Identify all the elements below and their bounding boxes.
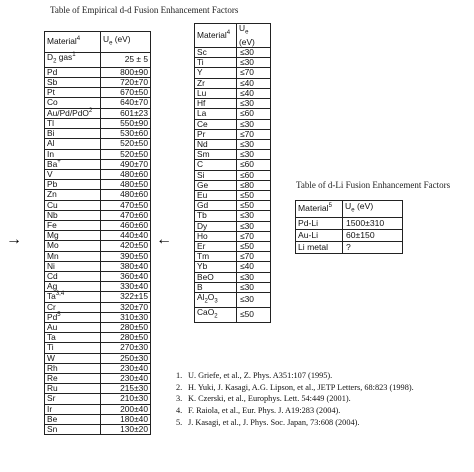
ue-value-cell: ≤60: [237, 160, 271, 170]
material-cell: Ag: [45, 282, 101, 292]
dd-material-row: [45, 190, 151, 200]
dd-material-row: [45, 261, 151, 271]
material-cell: CaO$_2$: [195, 307, 237, 322]
material-cell: Sc: [195, 48, 237, 58]
dd-material-row: [195, 48, 271, 58]
dd-material-row: [45, 394, 151, 404]
ue-value-cell: ≤40: [237, 88, 271, 98]
dd-material-row: [45, 149, 151, 159]
dd-material-row: [195, 109, 271, 119]
dd-material-row: [45, 373, 151, 383]
dd-fusion-table: [44, 31, 151, 435]
material-cell: Pd: [45, 67, 101, 77]
ue-value-cell: ≤60: [237, 109, 271, 119]
material-cell: Ce: [195, 119, 237, 129]
ue-value-cell: ≤50: [237, 190, 271, 200]
table1-header-row: [45, 32, 151, 53]
dd-material-row: [45, 282, 151, 292]
reference-item: [176, 382, 414, 394]
material-cell: Mo: [45, 241, 101, 251]
material-cell: W: [45, 353, 101, 363]
ue-value-cell: ≤40: [237, 262, 271, 272]
dd-material-row: [45, 404, 151, 414]
ue-value-cell: 520±50: [101, 139, 151, 149]
reference-item: [176, 393, 414, 405]
dli-fusion-table: [295, 200, 403, 254]
material-cell: Tl: [45, 118, 101, 128]
dli-material-row: [296, 229, 403, 241]
material-cell: Au: [45, 322, 101, 332]
material-cell: Ge: [195, 180, 237, 190]
dd-material-row: [45, 384, 151, 394]
material-cell: Mn: [45, 251, 101, 261]
dd-material-row: [45, 108, 151, 118]
ue-value-cell: 440±40: [101, 231, 151, 241]
ue-value-cell: ≤30: [237, 139, 271, 149]
dd-material-row: [195, 78, 271, 88]
material-cell: Nd: [195, 139, 237, 149]
reference-number: 4.: [176, 406, 183, 416]
dd-material-row: [45, 200, 151, 210]
ue-value-cell: 530±60: [101, 129, 151, 139]
ue-value-cell: 480±60: [101, 169, 151, 179]
ue-value-cell: 322±15: [101, 292, 151, 302]
material-cell: Mg: [45, 231, 101, 241]
reference-text: J. Kasagi, et al., J. Phys. Soc. Japan, 73:608 (2004).: [188, 417, 360, 427]
material-cell: Pd$^5$: [45, 312, 101, 322]
dd-material-row: [45, 129, 151, 139]
dd-material-row: [195, 160, 271, 170]
dd-material-row: [45, 414, 151, 424]
material-cell: Al: [45, 139, 101, 149]
dd-material-row: [45, 98, 151, 108]
material-cell: $D_2$ gas$^1$: [45, 53, 101, 68]
ue-value-cell: 480±50: [101, 180, 151, 190]
material-cell: Yb: [195, 262, 237, 272]
material-cell: Bi: [45, 129, 101, 139]
material-cell: Rh: [45, 363, 101, 373]
material-cell: Sb: [45, 78, 101, 88]
ue-value-cell: ≤30: [237, 292, 271, 307]
material-cell: Ti: [45, 343, 101, 353]
ue-value-cell: 470±60: [101, 210, 151, 220]
ue-value-cell: ≤50: [237, 307, 271, 322]
dd-material-row: [45, 251, 151, 261]
ue-value-cell: 130±20: [101, 424, 151, 434]
ue-value-cell: ≤80: [237, 180, 271, 190]
material-cell: Sn: [45, 424, 101, 434]
dd-material-row: [45, 53, 151, 68]
material-cell: La: [195, 109, 237, 119]
material-cell: Hf: [195, 99, 237, 109]
ue-value-cell: ≤50: [237, 201, 271, 211]
reference-text: F. Raiola, et al., Eur. Phys. J. A19:283 (2004).: [188, 406, 341, 416]
header-material: [296, 201, 343, 218]
ue-value-cell: 330±40: [101, 282, 151, 292]
material-cell: Ru: [45, 384, 101, 394]
reference-text: K. Czerski, et al., Europhys. Lett. 54:449 (2001).: [188, 394, 351, 404]
dd-material-row: [195, 262, 271, 272]
ue-value-cell: ?: [343, 241, 403, 253]
ue-value-cell: ≤30: [237, 58, 271, 68]
reference-item: [176, 417, 414, 429]
reference-number: 1.: [176, 371, 183, 380]
material-cell: Fe: [45, 220, 101, 230]
dd-material-row: [45, 343, 151, 353]
material-cell: Ho: [195, 231, 237, 241]
material-cell: Be: [45, 414, 101, 424]
material-cell: Gd: [195, 201, 237, 211]
header-material: [45, 32, 101, 53]
dd-material-row: [45, 271, 151, 281]
dd-material-row: [195, 68, 271, 78]
header-material-label: Material: [47, 36, 77, 47]
material-cell: Ta$^{3,4}$: [45, 292, 101, 302]
material-cell: Ta: [45, 333, 101, 343]
material-cell: Eu: [195, 190, 237, 200]
ue-value-cell: 800±90: [101, 67, 151, 77]
material-cell: Ir: [45, 404, 101, 414]
header-footnote: 4: [76, 36, 81, 43]
dd-material-row: [195, 99, 271, 109]
ue-value-cell: ≤30: [237, 48, 271, 58]
ue-value-cell: 480±60: [101, 190, 151, 200]
ue-value-cell: 550±90: [101, 118, 151, 128]
dd-material-row: [195, 241, 271, 251]
dd-material-row: [195, 180, 271, 190]
dd-material-row: [195, 201, 271, 211]
header-material-label: Material: [197, 29, 227, 40]
material-cell: Zr: [195, 78, 237, 88]
material-cell: Er: [195, 241, 237, 251]
material-cell: Sm: [195, 150, 237, 160]
right-arrow-annotation: ←: [156, 231, 172, 248]
dd-material-row: [45, 169, 151, 179]
material-cell: Au-Li: [296, 229, 343, 241]
material-cell: C: [195, 160, 237, 170]
ue-value-cell: 460±60: [101, 220, 151, 230]
table3-title: Table of d-Li Fusion Enhancement Factors: [296, 180, 451, 190]
dd-material-row: [195, 231, 271, 241]
material-cell: Ti: [195, 58, 237, 68]
ue-value-cell: ≤30: [237, 211, 271, 221]
dd-material-row: [45, 292, 151, 302]
ue-value-cell: 320±70: [101, 302, 151, 312]
ue-value-cell: ≤30: [237, 272, 271, 282]
ue-value-cell: ≤40: [237, 78, 271, 88]
material-cell: Cr: [45, 302, 101, 312]
ue-value-cell: 280±50: [101, 322, 151, 332]
material-cell: BeO: [195, 272, 237, 282]
dd-material-row: [45, 220, 151, 230]
dd-material-row: [195, 292, 271, 307]
dd-material-row: [195, 190, 271, 200]
material-cell: Si: [195, 170, 237, 180]
ue-value-cell: 490±70: [101, 159, 151, 169]
dd-material-row: [195, 211, 271, 221]
material-cell: Re: [45, 373, 101, 383]
dli-material-row: [296, 217, 403, 229]
material-cell: Ba+: [45, 159, 101, 169]
ue-value-cell: 180±40: [101, 414, 151, 424]
material-cell: In: [45, 149, 101, 159]
ue-value-cell: 60±150: [343, 229, 403, 241]
dd-material-row: [45, 159, 151, 169]
material-cell: Co: [45, 98, 101, 108]
material-cell: Zn: [45, 190, 101, 200]
header-ue: $U_e$ (eV): [237, 24, 271, 48]
dd-material-row: [195, 272, 271, 282]
dd-material-row: [45, 363, 151, 373]
dd-material-row: [45, 118, 151, 128]
ue-value-cell: 390±50: [101, 251, 151, 261]
dd-material-row: [45, 353, 151, 363]
references-list: [176, 370, 414, 429]
ue-value-cell: ≤70: [237, 68, 271, 78]
material-cell: Sr: [45, 394, 101, 404]
dd-material-row: [45, 241, 151, 251]
reference-item: [176, 370, 414, 382]
material-cell: Ni: [45, 261, 101, 271]
ue-value-cell: ≤70: [237, 231, 271, 241]
ue-value-cell: 720±70: [101, 78, 151, 88]
dd-material-row: [45, 322, 151, 332]
ue-value-cell: 520±50: [101, 149, 151, 159]
ue-value-cell: ≤30: [237, 99, 271, 109]
material-cell: Dy: [195, 221, 237, 231]
ue-value-cell: 215±30: [101, 384, 151, 394]
dd-material-row: [195, 129, 271, 139]
ue-value-cell: ≤30: [237, 282, 271, 292]
ue-value-cell: 640±70: [101, 98, 151, 108]
ue-value-cell: 250±30: [101, 353, 151, 363]
reference-number: 2.: [176, 382, 183, 392]
material-cell: Y: [195, 68, 237, 78]
material-cell: V: [45, 169, 101, 179]
header-ue: $U_e$ (eV): [101, 32, 151, 53]
dd-material-row: [45, 231, 151, 241]
ue-value-cell: 210±30: [101, 394, 151, 404]
ue-value-cell: ≤60: [237, 170, 271, 180]
reference-number: 5.: [176, 417, 183, 427]
dd-material-row: [45, 139, 151, 149]
dd-material-row: [45, 210, 151, 220]
header-material-label: Material: [298, 203, 329, 214]
ue-value-cell: 200±40: [101, 404, 151, 414]
material-cell: Tm: [195, 252, 237, 262]
ue-value-cell: ≤30: [237, 119, 271, 129]
ue-value-cell: 280±50: [101, 333, 151, 343]
material-cell: Pb: [45, 180, 101, 190]
material-cell: B: [195, 282, 237, 292]
material-cell: $Al_2O_3$: [195, 292, 237, 307]
dd-material-row: [195, 221, 271, 231]
ue-value-cell: 470±50: [101, 200, 151, 210]
dd-material-row: [45, 180, 151, 190]
dd-material-row: [45, 88, 151, 98]
material-cell: Cd: [45, 271, 101, 281]
ue-value-cell: 25 ± 5: [101, 53, 151, 68]
dd-material-row: [195, 170, 271, 180]
material-cell: Tb: [195, 211, 237, 221]
dd-material-row: [195, 252, 271, 262]
left-arrow-annotation: →: [6, 231, 22, 248]
header-material: [195, 24, 237, 48]
dd-material-row: [195, 88, 271, 98]
material-cell: Pd-Li: [296, 217, 343, 229]
dd-material-row: [195, 58, 271, 68]
ue-value-cell: ≤50: [237, 241, 271, 251]
dd-material-row: [195, 150, 271, 160]
dd-material-row: [45, 78, 151, 88]
dd-material-row: [45, 333, 151, 343]
ue-value-cell: 420±50: [101, 241, 151, 251]
ue-value-cell: 601±23: [101, 108, 151, 118]
ue-value-cell: 230±40: [101, 373, 151, 383]
material-cell: Nb: [45, 210, 101, 220]
material-cell: Au/Pd/PdO$^2$: [45, 108, 101, 118]
ue-value-cell: 1500±310: [343, 217, 403, 229]
table3-header-row: [296, 201, 403, 218]
dd-material-row: [195, 139, 271, 149]
ue-value-cell: 310±30: [101, 312, 151, 322]
ue-value-cell: ≤70: [237, 252, 271, 262]
ue-value-cell: 270±30: [101, 343, 151, 353]
header-footnote: 4: [226, 30, 231, 37]
ue-value-cell: ≤30: [237, 221, 271, 231]
material-cell: Lu: [195, 88, 237, 98]
ue-value-cell: 380±40: [101, 261, 151, 271]
reference-text: H. Yuki, J. Kasagi, A.G. Lipson, et al., JETP Letters, 68:823 (1998).: [188, 382, 414, 392]
dd-material-row: [195, 282, 271, 292]
dli-material-row: [296, 241, 403, 253]
dd-material-row: [45, 312, 151, 322]
table1-title: Table of Empirical d-d Fusion Enhancement Factors: [50, 5, 239, 15]
header-ue: $U_e$ (eV): [343, 201, 403, 218]
reference-item: [176, 405, 414, 417]
dd-material-row: [45, 424, 151, 434]
ue-value-cell: ≤30: [237, 150, 271, 160]
material-cell: Cu: [45, 200, 101, 210]
header-footnote: 5: [328, 203, 332, 210]
reference-number: 3.: [176, 394, 183, 404]
dd-material-row: [45, 67, 151, 77]
table2-header-row: [195, 24, 271, 48]
material-cell: Pt: [45, 88, 101, 98]
ue-value-cell: 670±50: [101, 88, 151, 98]
material-cell: Pr: [195, 129, 237, 139]
material-cell: Li metal: [296, 241, 343, 253]
dd-material-row: [195, 119, 271, 129]
dd-material-row: [195, 307, 271, 322]
dd-material-row: [45, 302, 151, 312]
dd-fusion-table-continued: [194, 23, 271, 323]
ue-value-cell: 230±40: [101, 363, 151, 373]
reference-text: U. Griefe, et al., Z. Phys. A351:107 (1995).: [188, 371, 333, 380]
ue-value-cell: ≤70: [237, 129, 271, 139]
ue-value-cell: 360±40: [101, 271, 151, 281]
